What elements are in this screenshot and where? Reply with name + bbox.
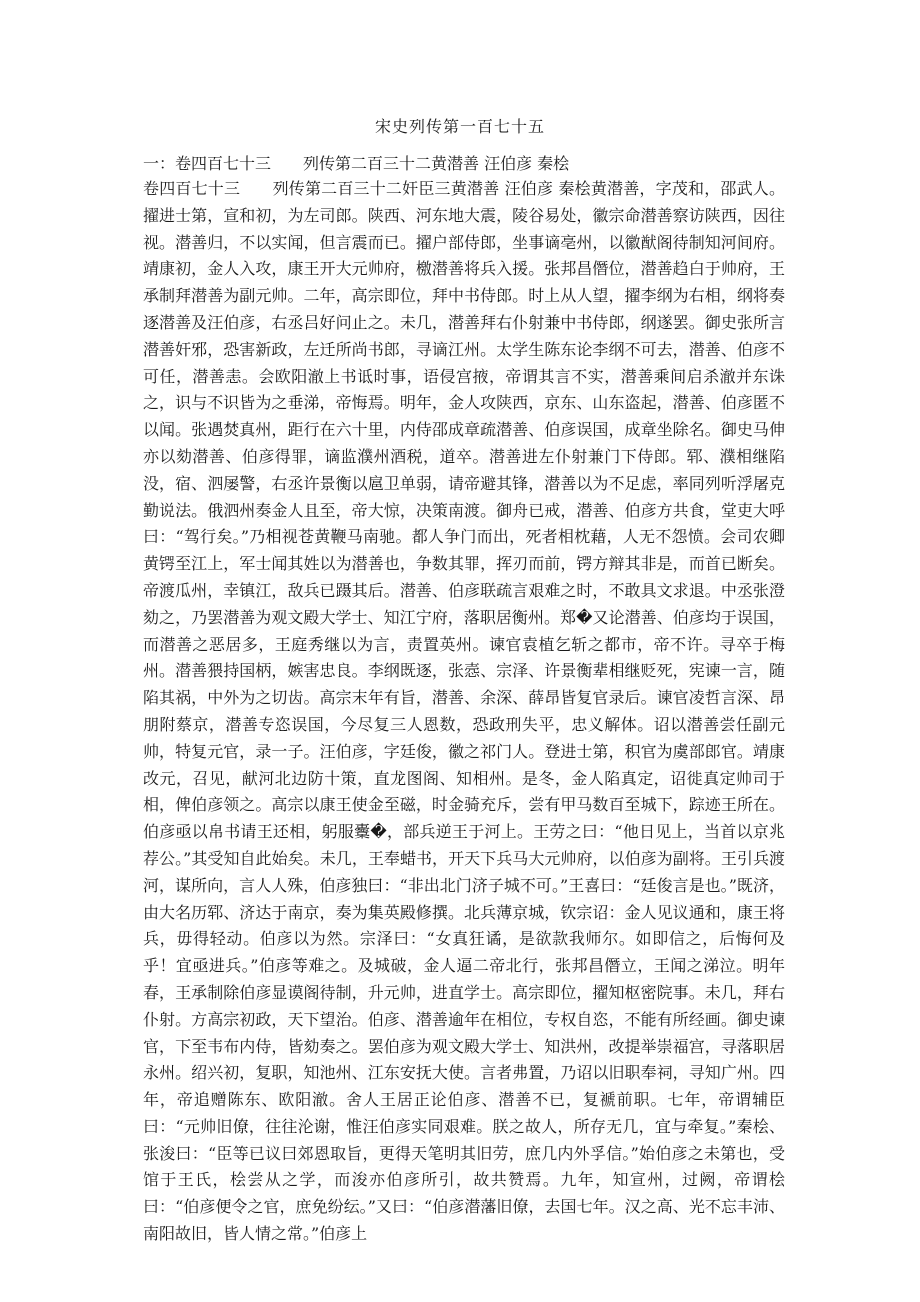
toc-line: 一：卷四百七十三 列传第二百三十二黄潜善 汪伯彦 秦桧	[143, 154, 570, 173]
document-title: 宋史列传第一百七十五	[374, 117, 545, 136]
body-text: 卷四百七十三 列传第二百三十二奸臣三黄潜善 汪伯彦 秦桧黄潜善，字茂和，邵武人。擢进士第，宣和初，为左司郎。陕西、河东地大震，陵谷易处，徽宗命潜善察访陕西，因往视。潜善归，不以实闻，但言震而已。擢户部侍郎，坐事谪亳州，以徽猷阁待制知河间府。靖康初，金人入攻，康王开大元帅府，檄潜善将兵入援。张邦昌僭位，潜善趋白于帅府，王承制拜潜善为副元帅。二年，高宗即位，拜中书侍郎。时上从人望，擢李纲为右相，纲将奏逐潜善及汪伯彦，右丞吕好问止之。未几，潜善拜右仆射兼中书侍郎，纲遂罢。御史张所言潜善奸邪，恐害新政，左迁所尚书郎，寻谪江州。太学生陈东论李纲不可去，潜善、伯彦不可任，潜善恚。会欧阳澈上书诋时事，语侵宫掖，帝谓其言不实，潜善乘间启杀澈并东诛之，识与不识皆为之垂涕，帝悔焉。明年，金人攻陕西，京东、山东盗起，潜善、伯彦匿不以闻。张遇焚真州，距行在六十里，内侍邵成章疏潜善、伯彦误国，成章坐除名。御史马伸亦以劾潜善、伯彦得罪，谪监濮州酒税，道卒。潜善进左仆射兼门下侍郎。郓、濮相继陷没，宿、泗屡警，右丞许景衡以扈卫单弱，请帝避其锋，潜善以为不足虑，率同列听浮屠克勤说法。俄泗州奏金人且至，帝大惊，决策南渡。御舟已戒，潜善、伯彦方共食，堂吏大呼曰：“驾行矣。”乃相视苍黄鞭马南驰。都人争门而出，死者相枕藉，人无不怨愤。会司农卿黄锷至江上，军士闻其姓以为潜善也，争数其罪，挥刃而前，锷方辩其非是，而首已断矣。帝渡瓜州，幸镇江，敌兵已蹑其后。潜善、伯彦联疏言艰难之时，不敢具文求退。中丞张澄劾之，乃罢潜善为观文殿大学士、知江宁府，落职居衡州。郑�又论潜善、伯彦均于误国，而潜善之恶居多，王庭秀继以为言，责置英州。谏官袁植乞斩之都市，帝不许。寻卒于梅州。潜善猥持国柄，嫉害忠良。李纲既逐，张悫、宗泽、许景衡辈相继贬死，宪谏一言，随陷其祸，中外为之切齿。高宗末年有旨，潜善、余深、薛昂皆复官录后。谏官凌哲言深、昂朋附蔡京，潜善专恣误国，今尽复三人恩数，恐政刑失平，忠义解体。诏以潜善尝任副元帅，特复元官，录一子。汪伯彦，字廷俊，徽之祁门人。登进士第，积官为虞部郎官。靖康改元，召见，献河北边防十策，直龙图阁、知相州。是冬，金人陷真定，诏徙真定帅司于相，俾伯彦领之。高宗以康王使金至磁，时金骑充斥，尝有甲马数百至城下，踪迹王所在。伯彦亟以帛书请王还相，躬服櫜�，部兵逆王于河上。王劳之曰：“他日见上，当首以京兆荐公。”其受知自此始矣。未几，王奉蜡书，开天下兵马大元帅府，以伯彦为副将。王引兵渡河，谋所向，言人人殊，伯彦独曰：“非出北门济子城不可。”王喜曰：“廷俊言是也。”既济，由大名历郓、济达于南京，奏为集英殿修撰。北兵薄京城，钦宗诏：金人见议通和，康王将兵，毋得轻动。伯彦以为然。宗泽曰：“女真狂谲，是欲款我师尔。如即信之，后悔何及乎！宜亟进兵。”伯彦等难之。及城破，金人逼二帝北行，张邦昌僭立，王闻之涕泣。明年春，王承制除伯彦显谟阁待制，升元帅，进直学士。高宗即位，擢知枢密院事。未几，拜右仆射。方高宗初政，天下望治。伯彦、潜善逾年在相位，专权自恣，不能有所经画。御史谏官，下至韦布内侍，皆劾奏之。罢伯彦为观文殿大学士、知洪州，改提举崇福宫，寻落职居永州。绍兴初，复职，知池州、江东安抚大使。言者弗置，乃诏以旧职奉祠，寻知广州。四年，帝追赠陈东、欧阳澈。舍人王居正论伯彦、潜善不已，复褫前职。七年，帝谓辅臣曰：“元帅旧僚，往往沦谢，惟汪伯彦实同艰难。朕之故人，所存无几，宜与牵复。”秦桧、张浚曰：“臣等已议曰郊恩取旨，更得天笔明其旧劳，庶几内外孚信。”始伯彦之未第也，受馆于王氏，桧尝从之学，而浚亦伯彦所引，故共赞焉。九年，知宣州，过阙，帝谓桧曰：“伯彦便令之官，庶免纷纭。”又曰：“伯彦潜藩旧僚，去国七年。汉之高、光不忘丰沛、南阳故旧，皆人情之常。”伯彦上	[143, 179, 785, 1244]
